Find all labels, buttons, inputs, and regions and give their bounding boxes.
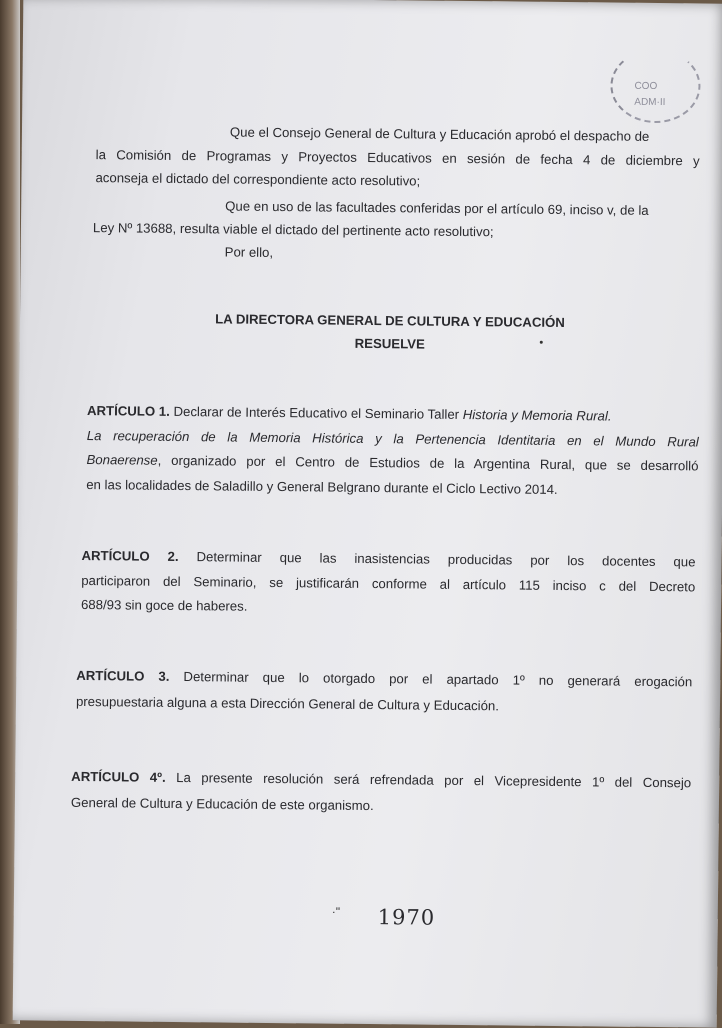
article-2-label: ARTÍCULO 2. [81, 547, 179, 564]
preamble-p1-line1: Que el Consejo General de Cultura y Educación aprobó el despacho de [229, 124, 650, 144]
preamble-p2-line1: Que en uso de las facultades conferidas por el artículo 69, inciso v, de la [225, 198, 649, 218]
preamble-p1-line2: la Comisión de Programas y Proyectos Educativos en sesión de fecha 4 de diciembre y [95, 147, 700, 169]
heading-title: LA DIRECTORA GENERAL DE CULTURA Y EDUCACIÓN [215, 311, 565, 331]
article-3-text: Determinar que lo otorgado por el apartado 1º no generará erogación [169, 668, 693, 690]
ink-speck [540, 341, 543, 344]
article-2-line3: 688/93 sin goce de haberes. [80, 596, 248, 614]
article-2-text: Determinar que las inasistencias producidas por los docentes que [178, 548, 696, 570]
article-4-text: La presente resolución será refrendada por el Vicepresidente 1º del Consejo [165, 769, 692, 791]
article-4-label: ARTÍCULO 4º. [71, 768, 166, 785]
footer-marks: ·" [331, 904, 341, 919]
article-1-title-part3: Bonaerense [86, 452, 158, 468]
article-2-line2: participaron del Seminario, se justificarán conforme al artículo 115 inciso c del Decreto [81, 572, 696, 595]
article-1-label: ARTÍCULO 1. [86, 403, 170, 419]
article-4-line2: General de Cultura y Educación de este organismo. [70, 794, 374, 814]
resolution-number: 1970 [377, 905, 436, 930]
preamble-p3: Por ello, [224, 244, 274, 260]
article-1-title-part1: Historia y Memoria Rural. [462, 406, 612, 424]
article-3-line2: presupuestaria alguna a esta Dirección General de Cultura y Educación. [75, 693, 500, 714]
article-1-text: Declarar de Interés Educativo el Seminario Taller [169, 403, 463, 422]
article-3-label: ARTÍCULO 3. [76, 667, 170, 684]
article-4-line1 [71, 765, 691, 794]
article-1-line2: La recuperación de la Memoria Histórica y la Pertenencia Identitaria en el Mundo Rural [86, 428, 699, 450]
article-1-line4: en las localidades de Saladillo y General Belgrano durante el Ciclo Lectivo 2014. [86, 477, 558, 497]
article-1-text-line3: , organizado por el Centro de Estudios de la Argentina Rural, que se desarrolló [157, 452, 699, 474]
heading-verb: RESUELVE [354, 335, 425, 352]
preamble-p1-line3: aconseja el dictado del correspondiente acto resolutivo; [95, 170, 421, 189]
preamble-p2-line2: Ley Nº 13688, resulta viable el dictado del pertinente acto resolutivo; [92, 220, 494, 240]
stamp-text-2: ADM·II [634, 96, 666, 109]
document-page [13, 0, 722, 1028]
stamp-text-1: COO [634, 80, 658, 92]
article-3-line1 [76, 664, 692, 693]
